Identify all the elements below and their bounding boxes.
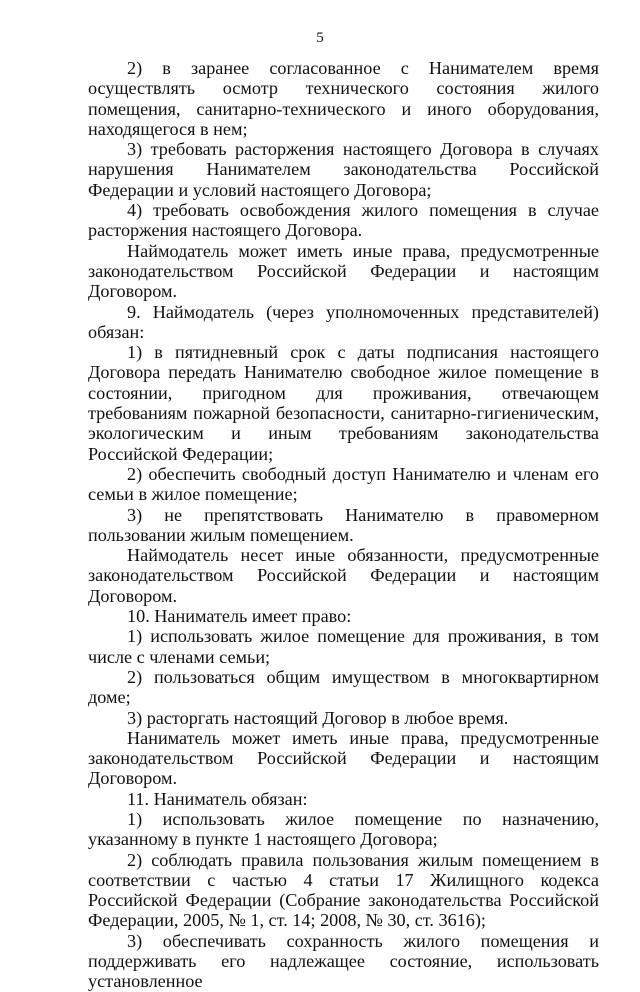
paragraph: 1) использовать жилое помещение по назначению, указанному в пункте 1 настоящего Договора; (88, 808, 599, 850)
paragraph: 1) использовать жилое помещение для проживания, в том числе с членами семьи; (88, 626, 599, 667)
paragraph: Наймодатель может иметь иные права, предусмотренные законодательством Российской Федерации и настоящим Договором. (88, 240, 599, 302)
paragraph: 1) в пятидневный срок с даты подписания настоящего Договора передать Нанимателю свободное жилое помещение в состоянии, пригодном для проживания, отвечающем требованиям пожарной безопасности, санитарно-гигиеническим, экологическим и иным требованиям законодательства Российской Федерации; (88, 342, 599, 464)
section-heading-10: 10. Наниматель имеет право: (127, 606, 352, 627)
paragraph: Наниматель может иметь иные права, предусмотренные законодательством Российской Федерации и настоящим Договором. (88, 727, 599, 789)
paragraph-continued: 3) обеспечивать сохранность жилого помещения и поддерживать его надлежащее состояние, использовать установленное (88, 930, 599, 992)
section-heading-9: 9. Наймодатель (через уполномоченных представителей) обязан: (88, 301, 599, 342)
paragraph: 2) соблюдать правила пользования жилым помещением в соответствии с частью 4 статьи 17 Жилищного кодекса Российской Федерации (Собрание законодательства Российской Федерации, 2005, № 1, ст. 14; 2008, № 30, ст. 3616); (88, 849, 599, 931)
paragraph: 2) в заранее согласованное с Нанимателем время осуществлять осмотр технического состояния жилого помещения, санитарно-технического и иного оборудования, находящегося в нем; (88, 58, 599, 139)
paragraph: 3) не препятствовать Нанимателю в правомерном пользовании жилым помещением. (88, 504, 599, 545)
paragraph: 4) требовать освобождения жилого помещения в случае расторжения настоящего Договора. (88, 200, 599, 241)
paragraph: Наймодатель несет иные обязанности, предусмотренные законодательством Российской Федерации и настоящим Договором. (88, 545, 599, 606)
paragraph: 2) пользоваться общим имуществом в многоквартирном доме; (88, 666, 599, 708)
page-number: 5 (316, 30, 324, 46)
document-body (88, 58, 599, 992)
paragraph: 3) расторгать настоящий Договор в любое время. (127, 707, 509, 728)
paragraph: 2) обеспечить свободный доступ Нанимателю и членам его семьи в жилое помещение; (88, 463, 599, 505)
section-heading-11: 11. Наниматель обязан: (127, 788, 308, 809)
paragraph: 3) требовать расторжения настоящего Договора в случаях нарушения Нанимателем законодательства Российской Федерации и условий настоящего Договора; (88, 139, 599, 200)
